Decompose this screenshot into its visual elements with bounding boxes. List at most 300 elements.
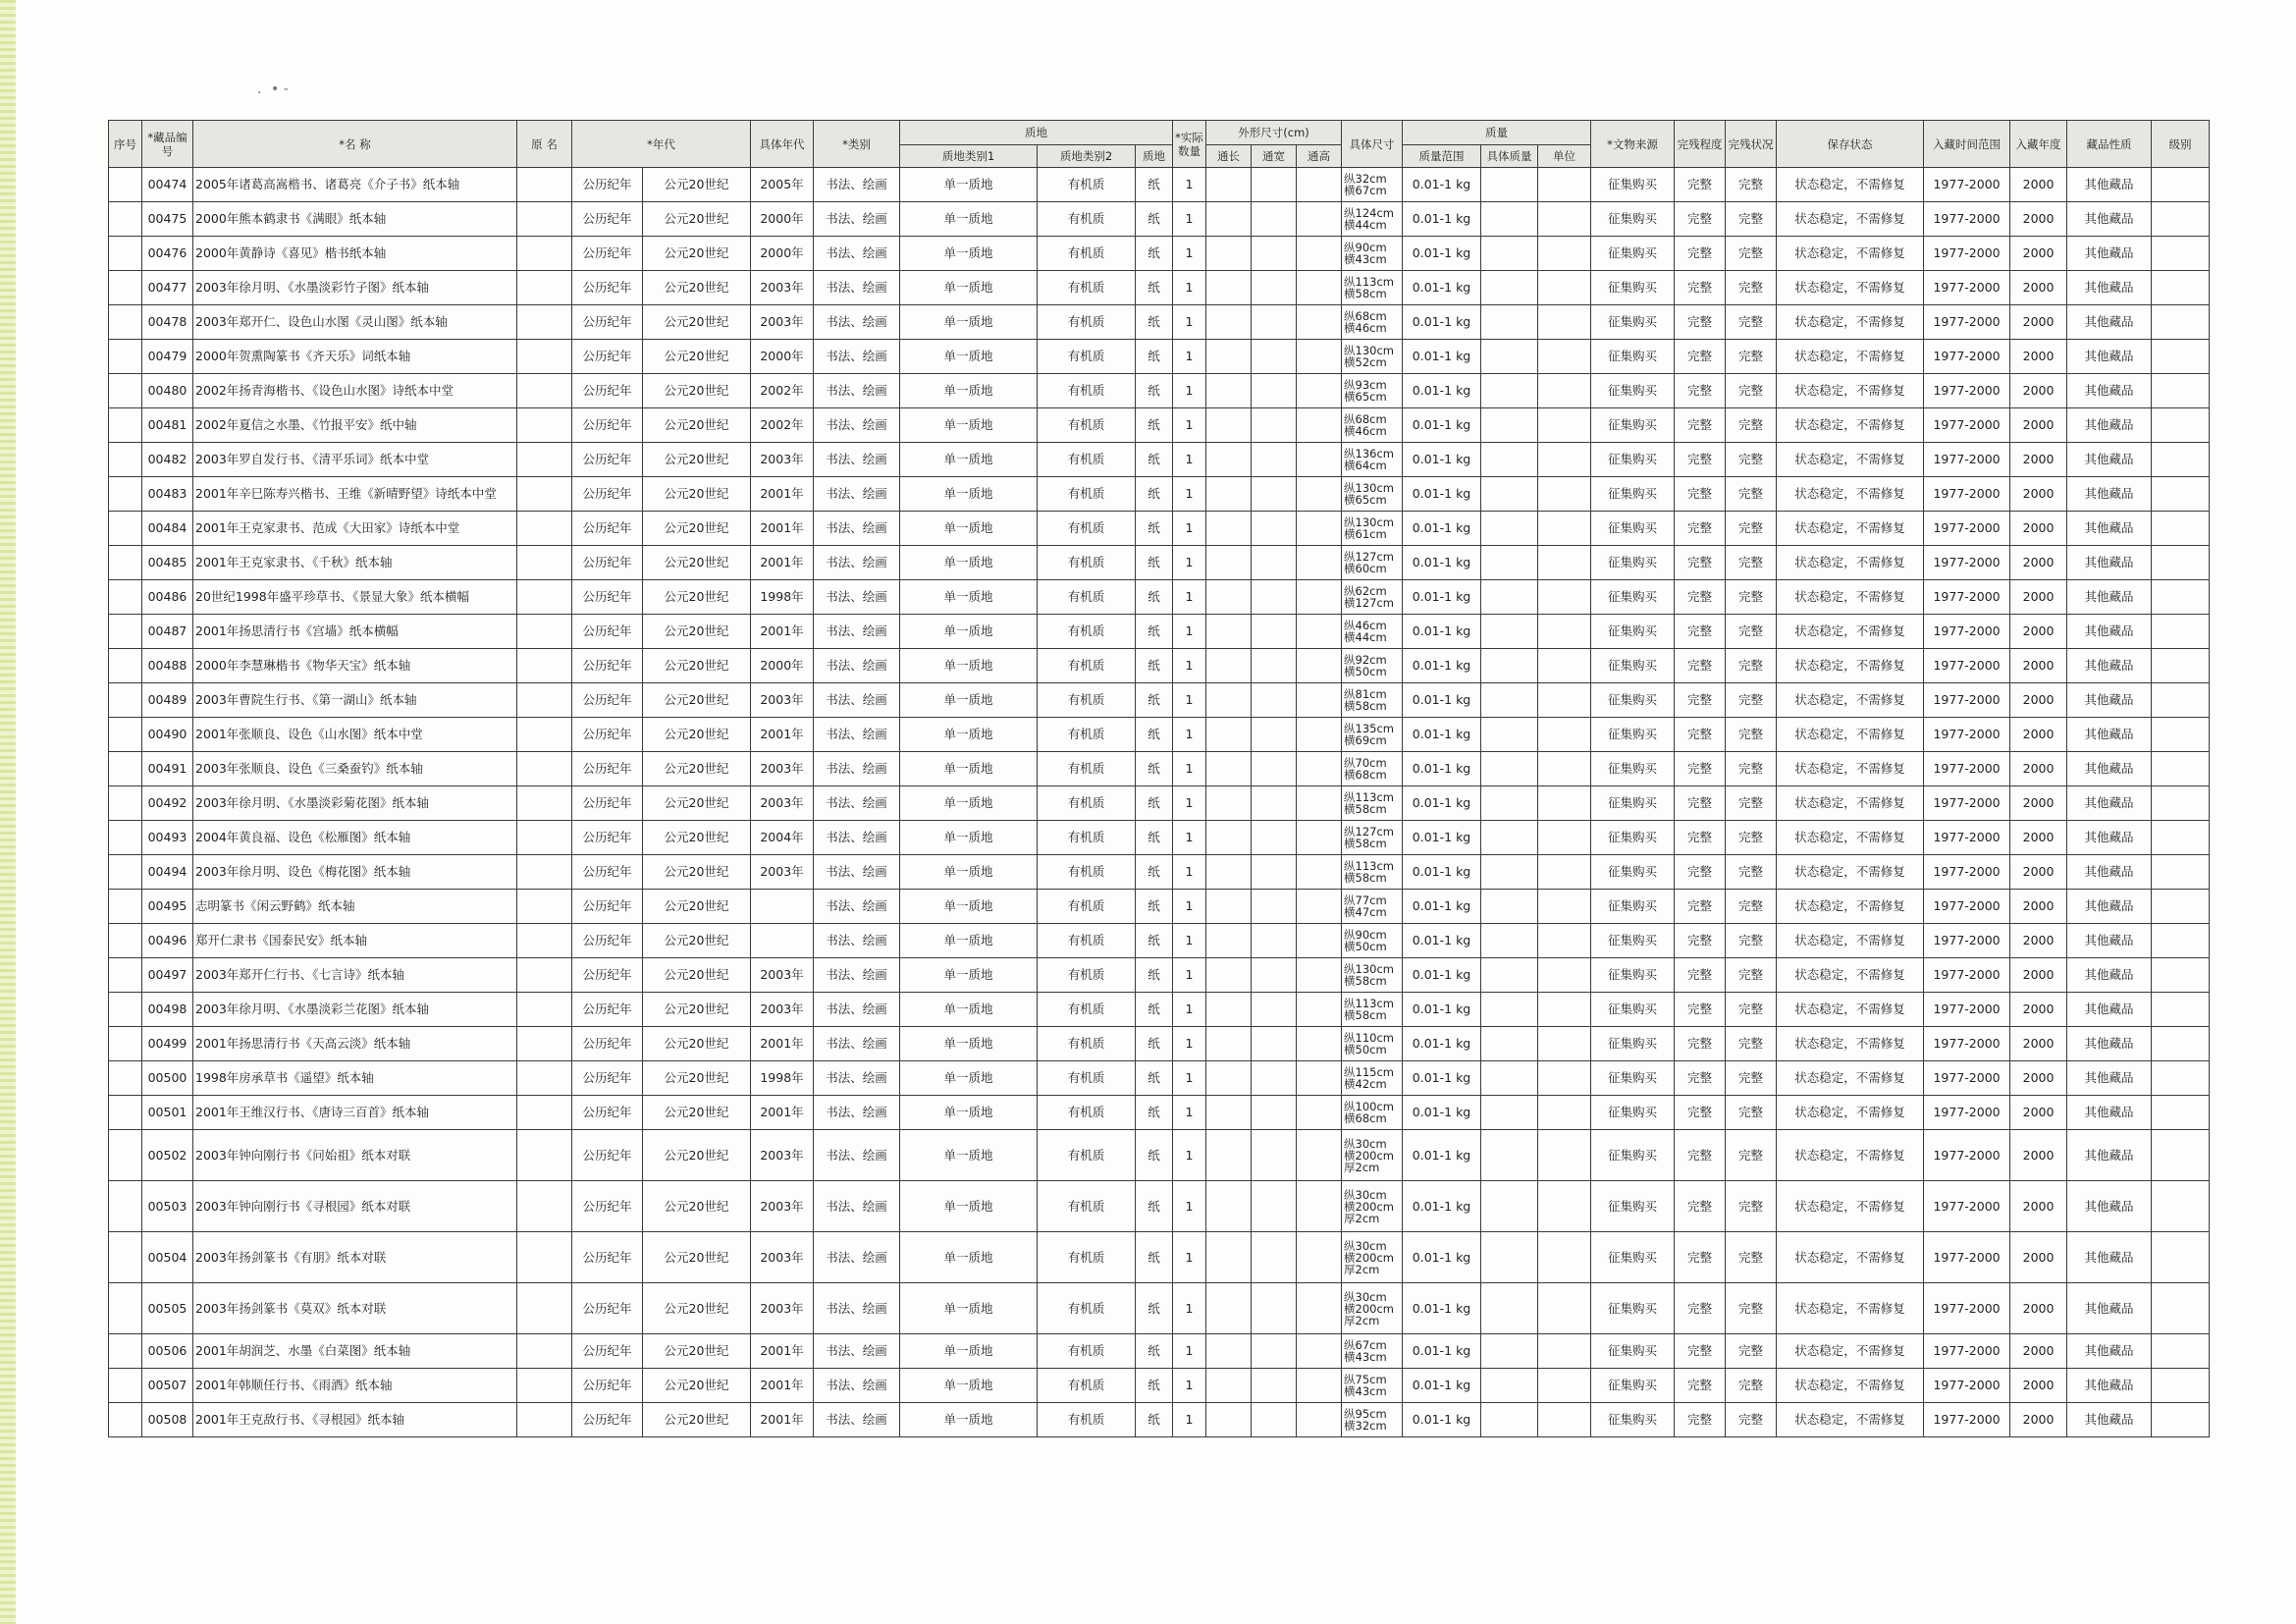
length-cell	[1206, 408, 1252, 443]
dims-line: 横46cm	[1344, 424, 1387, 438]
specific-mass-cell	[1481, 821, 1538, 855]
table-row	[109, 1027, 2210, 1061]
year-cell: 2003年	[751, 305, 814, 340]
completeness-cell: 完整	[1675, 615, 1726, 649]
grade-cell	[2152, 168, 2210, 202]
condition-cell: 完整	[1726, 237, 1777, 271]
specific-mass-cell	[1481, 305, 1538, 340]
acq-range-cell: 1977-2000	[1924, 512, 2010, 546]
code-cell: 00480	[142, 374, 193, 408]
category-cell: 书法、绘画	[814, 1096, 900, 1130]
seq-cell	[109, 408, 142, 443]
material-sub-cell: 纸	[1136, 615, 1173, 649]
seq-cell	[109, 718, 142, 752]
length-cell	[1206, 1181, 1252, 1232]
acq-year-cell: 2000	[2010, 993, 2067, 1027]
qty-cell: 1	[1173, 168, 1206, 202]
century-cell: 公元20世纪	[643, 580, 751, 615]
source-cell: 征集购买	[1591, 305, 1675, 340]
width-cell	[1252, 340, 1297, 374]
preservation-cell: 状态稳定，不需修复	[1777, 1130, 1924, 1181]
condition-cell: 完整	[1726, 1130, 1777, 1181]
code-cell: 00499	[142, 1027, 193, 1061]
category-cell: 书法、绘画	[814, 993, 900, 1027]
era-cell: 公历纪年	[572, 512, 643, 546]
unit-cell	[1538, 1027, 1591, 1061]
qty-cell: 1	[1173, 958, 1206, 993]
height-cell	[1297, 546, 1342, 580]
preservation-cell: 状态稳定，不需修复	[1777, 305, 1924, 340]
table-row	[109, 580, 2210, 615]
table-row	[109, 683, 2210, 718]
height-cell	[1297, 168, 1342, 202]
era-cell: 公历纪年	[572, 1403, 643, 1437]
source-cell: 征集购买	[1591, 786, 1675, 821]
material-cat2-cell: 有机质	[1038, 374, 1136, 408]
qty-cell: 1	[1173, 1061, 1206, 1096]
year-cell: 2001年	[751, 1334, 814, 1369]
material-cat2-cell: 有机质	[1038, 305, 1136, 340]
dims-line: 横67cm	[1344, 184, 1387, 197]
material-cat2-cell: 有机质	[1038, 580, 1136, 615]
dims-cell	[1342, 1369, 1403, 1403]
year-cell: 2003年	[751, 1130, 814, 1181]
length-cell	[1206, 340, 1252, 374]
length-cell	[1206, 890, 1252, 924]
completeness-cell: 完整	[1675, 649, 1726, 683]
table-row	[109, 477, 2210, 512]
specific-mass-cell	[1481, 202, 1538, 237]
year-cell: 2000年	[751, 340, 814, 374]
table-row	[109, 305, 2210, 340]
width-cell	[1252, 1096, 1297, 1130]
era-cell: 公历纪年	[572, 202, 643, 237]
condition-cell: 完整	[1726, 1403, 1777, 1437]
category-cell: 书法、绘画	[814, 752, 900, 786]
preservation-cell: 状态稳定，不需修复	[1777, 546, 1924, 580]
orig-name-cell	[517, 718, 572, 752]
acq-range-cell: 1977-2000	[1924, 546, 2010, 580]
era-cell: 公历纪年	[572, 1283, 643, 1334]
name-cell: 2003年扬剑篆书《有朋》纸本对联	[193, 1232, 517, 1283]
table-row	[109, 512, 2210, 546]
source-cell: 征集购买	[1591, 683, 1675, 718]
height-cell	[1297, 1283, 1342, 1334]
material-cat2-cell: 有机质	[1038, 340, 1136, 374]
category-cell: 书法、绘画	[814, 1334, 900, 1369]
code-cell: 00508	[142, 1403, 193, 1437]
name-cell: 2001年王克敌行书、《寻根园》纸本轴	[193, 1403, 517, 1437]
preservation-cell: 状态稳定，不需修复	[1777, 237, 1924, 271]
dims-line: 厚2cm	[1344, 1160, 1380, 1174]
header-specific-year: 具体年代	[751, 121, 814, 168]
century-cell: 公元20世纪	[643, 1283, 751, 1334]
specific-mass-cell	[1481, 890, 1538, 924]
century-cell: 公元20世纪	[643, 271, 751, 305]
qty-cell: 1	[1173, 786, 1206, 821]
orig-name-cell	[517, 580, 572, 615]
material-cat2-cell: 有机质	[1038, 649, 1136, 683]
dims-line: 横127cm	[1344, 596, 1395, 610]
unit-cell	[1538, 1283, 1591, 1334]
material-cat2-cell: 有机质	[1038, 924, 1136, 958]
acq-year-cell: 2000	[2010, 786, 2067, 821]
year-cell: 2003年	[751, 786, 814, 821]
qty-cell: 1	[1173, 1096, 1206, 1130]
source-cell: 征集购买	[1591, 1369, 1675, 1403]
grade-cell	[2152, 752, 2210, 786]
width-cell	[1252, 890, 1297, 924]
mass-range-cell: 0.01-1 kg	[1403, 958, 1481, 993]
source-cell: 征集购买	[1591, 477, 1675, 512]
mass-range-cell: 0.01-1 kg	[1403, 649, 1481, 683]
acq-year-cell: 2000	[2010, 615, 2067, 649]
material-cat2-cell: 有机质	[1038, 1096, 1136, 1130]
acq-range-cell: 1977-2000	[1924, 1181, 2010, 1232]
table-row	[109, 924, 2210, 958]
orig-name-cell	[517, 1403, 572, 1437]
century-cell: 公元20世纪	[643, 1334, 751, 1369]
length-cell	[1206, 237, 1252, 271]
dims-cell	[1342, 1096, 1403, 1130]
seq-cell	[109, 1130, 142, 1181]
unit-cell	[1538, 512, 1591, 546]
acq-range-cell: 1977-2000	[1924, 855, 2010, 890]
era-cell: 公历纪年	[572, 1061, 643, 1096]
height-cell	[1297, 1130, 1342, 1181]
unit-cell	[1538, 271, 1591, 305]
specific-mass-cell	[1481, 1334, 1538, 1369]
completeness-cell: 完整	[1675, 580, 1726, 615]
qty-cell: 1	[1173, 443, 1206, 477]
mass-range-cell: 0.01-1 kg	[1403, 1061, 1481, 1096]
material-sub-cell: 纸	[1136, 580, 1173, 615]
category-cell: 书法、绘画	[814, 1181, 900, 1232]
dims-line: 横58cm	[1344, 837, 1387, 850]
mass-range-cell: 0.01-1 kg	[1403, 855, 1481, 890]
nature-cell: 其他藏品	[2067, 1181, 2152, 1232]
century-cell: 公元20世纪	[643, 512, 751, 546]
height-cell	[1297, 580, 1342, 615]
grade-cell	[2152, 512, 2210, 546]
dims-line: 横52cm	[1344, 355, 1387, 369]
orig-name-cell	[517, 1283, 572, 1334]
year-cell: 2000年	[751, 237, 814, 271]
material-cat1-cell: 单一质地	[900, 683, 1038, 718]
category-cell: 书法、绘画	[814, 1061, 900, 1096]
unit-cell	[1538, 718, 1591, 752]
material-cat1-cell: 单一质地	[900, 1181, 1038, 1232]
grade-cell	[2152, 718, 2210, 752]
completeness-cell: 完整	[1675, 512, 1726, 546]
qty-cell: 1	[1173, 649, 1206, 683]
length-cell	[1206, 855, 1252, 890]
dims-cell	[1342, 1232, 1403, 1283]
length-cell	[1206, 580, 1252, 615]
height-cell	[1297, 1369, 1342, 1403]
era-cell: 公历纪年	[572, 786, 643, 821]
mass-range-cell: 0.01-1 kg	[1403, 1369, 1481, 1403]
material-sub-cell: 纸	[1136, 1061, 1173, 1096]
acq-year-cell: 2000	[2010, 1232, 2067, 1283]
name-cell: 20世纪1998年盛平珍草书、《景显大象》纸本横幅	[193, 580, 517, 615]
grade-cell	[2152, 924, 2210, 958]
dims-line: 纵130cm	[1344, 481, 1395, 495]
category-cell: 书法、绘画	[814, 890, 900, 924]
height-cell	[1297, 718, 1342, 752]
completeness-cell: 完整	[1675, 718, 1726, 752]
nature-cell: 其他藏品	[2067, 580, 2152, 615]
era-cell: 公历纪年	[572, 718, 643, 752]
grade-cell	[2152, 958, 2210, 993]
source-cell: 征集购买	[1591, 237, 1675, 271]
code-cell: 00488	[142, 649, 193, 683]
seq-cell	[109, 1334, 142, 1369]
nature-cell: 其他藏品	[2067, 1027, 2152, 1061]
specific-mass-cell	[1481, 1130, 1538, 1181]
material-cat1-cell: 单一质地	[900, 1027, 1038, 1061]
grade-cell	[2152, 1061, 2210, 1096]
source-cell: 征集购买	[1591, 340, 1675, 374]
seq-cell	[109, 924, 142, 958]
nature-cell: 其他藏品	[2067, 477, 2152, 512]
century-cell: 公元20世纪	[643, 1061, 751, 1096]
acq-range-cell: 1977-2000	[1924, 1334, 2010, 1369]
material-sub-cell: 纸	[1136, 1283, 1173, 1334]
completeness-cell: 完整	[1675, 1232, 1726, 1283]
era-cell: 公历纪年	[572, 649, 643, 683]
condition-cell: 完整	[1726, 890, 1777, 924]
height-cell	[1297, 855, 1342, 890]
code-cell: 00503	[142, 1181, 193, 1232]
code-cell: 00492	[142, 786, 193, 821]
specific-mass-cell	[1481, 615, 1538, 649]
dims-line: 纵90cm	[1344, 928, 1387, 942]
material-cat2-cell: 有机质	[1038, 890, 1136, 924]
category-cell: 书法、绘画	[814, 958, 900, 993]
length-cell	[1206, 1027, 1252, 1061]
table-row	[109, 615, 2210, 649]
width-cell	[1252, 786, 1297, 821]
preservation-cell: 状态稳定，不需修复	[1777, 958, 1924, 993]
length-cell	[1206, 924, 1252, 958]
unit-cell	[1538, 168, 1591, 202]
specific-mass-cell	[1481, 993, 1538, 1027]
dims-line: 横65cm	[1344, 493, 1387, 507]
seq-cell	[109, 443, 142, 477]
completeness-cell: 完整	[1675, 1369, 1726, 1403]
century-cell: 公元20世纪	[643, 993, 751, 1027]
material-sub-cell: 纸	[1136, 168, 1173, 202]
year-cell	[751, 890, 814, 924]
unit-cell	[1538, 1061, 1591, 1096]
condition-cell: 完整	[1726, 924, 1777, 958]
material-cat1-cell: 单一质地	[900, 580, 1038, 615]
dims-line: 横58cm	[1344, 871, 1387, 885]
dims-cell	[1342, 1283, 1403, 1334]
unit-cell	[1538, 1369, 1591, 1403]
nature-cell: 其他藏品	[2067, 1283, 2152, 1334]
completeness-cell: 完整	[1675, 168, 1726, 202]
material-sub-cell: 纸	[1136, 237, 1173, 271]
acq-range-cell: 1977-2000	[1924, 374, 2010, 408]
material-sub-cell: 纸	[1136, 718, 1173, 752]
unit-cell	[1538, 821, 1591, 855]
specific-mass-cell	[1481, 443, 1538, 477]
header-mass: 质量	[1403, 121, 1591, 145]
table-row	[109, 1096, 2210, 1130]
dims-cell	[1342, 202, 1403, 237]
category-cell: 书法、绘画	[814, 305, 900, 340]
dims-line: 纵127cm	[1344, 550, 1395, 564]
dims-cell	[1342, 958, 1403, 993]
code-cell: 00487	[142, 615, 193, 649]
height-cell	[1297, 374, 1342, 408]
source-cell: 征集购买	[1591, 615, 1675, 649]
height-cell	[1297, 443, 1342, 477]
mass-range-cell: 0.01-1 kg	[1403, 202, 1481, 237]
year-cell: 2003年	[751, 683, 814, 718]
height-cell	[1297, 1334, 1342, 1369]
material-cat1-cell: 单一质地	[900, 546, 1038, 580]
grade-cell	[2152, 855, 2210, 890]
qty-cell: 1	[1173, 1334, 1206, 1369]
material-cat1-cell: 单一质地	[900, 752, 1038, 786]
width-cell	[1252, 374, 1297, 408]
acq-year-cell: 2000	[2010, 1334, 2067, 1369]
mass-range-cell: 0.01-1 kg	[1403, 237, 1481, 271]
width-cell	[1252, 443, 1297, 477]
mass-range-cell: 0.01-1 kg	[1403, 546, 1481, 580]
code-cell: 00484	[142, 512, 193, 546]
length-cell	[1206, 615, 1252, 649]
material-cat2-cell: 有机质	[1038, 752, 1136, 786]
orig-name-cell	[517, 993, 572, 1027]
completeness-cell: 完整	[1675, 752, 1726, 786]
century-cell: 公元20世纪	[643, 1232, 751, 1283]
width-cell	[1252, 477, 1297, 512]
year-cell: 2002年	[751, 374, 814, 408]
category-cell: 书法、绘画	[814, 546, 900, 580]
dims-cell	[1342, 718, 1403, 752]
material-cat2-cell: 有机质	[1038, 1061, 1136, 1096]
century-cell: 公元20世纪	[643, 168, 751, 202]
mass-range-cell: 0.01-1 kg	[1403, 993, 1481, 1027]
length-cell	[1206, 752, 1252, 786]
dims-cell	[1342, 615, 1403, 649]
specific-mass-cell	[1481, 1369, 1538, 1403]
seq-cell	[109, 271, 142, 305]
table-row	[109, 1061, 2210, 1096]
width-cell	[1252, 1403, 1297, 1437]
mass-range-cell: 0.01-1 kg	[1403, 374, 1481, 408]
dims-line: 纵95cm	[1344, 1407, 1387, 1421]
name-cell: 2000年熊本鹤隶书《满眼》纸本轴	[193, 202, 517, 237]
qty-cell: 1	[1173, 305, 1206, 340]
dims-cell	[1342, 271, 1403, 305]
preservation-cell: 状态稳定，不需修复	[1777, 443, 1924, 477]
material-cat2-cell: 有机质	[1038, 546, 1136, 580]
category-cell: 书法、绘画	[814, 1283, 900, 1334]
unit-cell	[1538, 237, 1591, 271]
width-cell	[1252, 408, 1297, 443]
era-cell: 公历纪年	[572, 1027, 643, 1061]
year-cell: 1998年	[751, 1061, 814, 1096]
height-cell	[1297, 237, 1342, 271]
table-row	[109, 1232, 2210, 1283]
acq-year-cell: 2000	[2010, 649, 2067, 683]
condition-cell: 完整	[1726, 855, 1777, 890]
preservation-cell: 状态稳定，不需修复	[1777, 993, 1924, 1027]
era-cell: 公历纪年	[572, 615, 643, 649]
nature-cell: 其他藏品	[2067, 786, 2152, 821]
category-cell: 书法、绘画	[814, 649, 900, 683]
specific-mass-cell	[1481, 340, 1538, 374]
dims-line: 纵30cm	[1344, 1187, 1387, 1202]
unit-cell	[1538, 1096, 1591, 1130]
seq-cell	[109, 305, 142, 340]
condition-cell: 完整	[1726, 512, 1777, 546]
length-cell	[1206, 1369, 1252, 1403]
height-cell	[1297, 202, 1342, 237]
condition-cell: 完整	[1726, 546, 1777, 580]
code-cell: 00482	[142, 443, 193, 477]
completeness-cell: 完整	[1675, 1181, 1726, 1232]
nature-cell: 其他藏品	[2067, 718, 2152, 752]
completeness-cell: 完整	[1675, 443, 1726, 477]
grade-cell	[2152, 443, 2210, 477]
dims-cell	[1342, 580, 1403, 615]
century-cell: 公元20世纪	[643, 924, 751, 958]
material-cat1-cell: 单一质地	[900, 1232, 1038, 1283]
dims-cell	[1342, 890, 1403, 924]
mass-range-cell: 0.01-1 kg	[1403, 477, 1481, 512]
acq-range-cell: 1977-2000	[1924, 305, 2010, 340]
orig-name-cell	[517, 1369, 572, 1403]
dims-line: 横58cm	[1344, 802, 1387, 816]
header-completeness: 完残程度	[1675, 121, 1726, 168]
orig-name-cell	[517, 958, 572, 993]
qty-cell: 1	[1173, 718, 1206, 752]
dims-cell	[1342, 305, 1403, 340]
dims-line: 横42cm	[1344, 1077, 1387, 1091]
code-cell: 00501	[142, 1096, 193, 1130]
era-cell: 公历纪年	[572, 546, 643, 580]
table-row	[109, 237, 2210, 271]
acq-range-cell: 1977-2000	[1924, 993, 2010, 1027]
seq-cell	[109, 1181, 142, 1232]
material-cat2-cell: 有机质	[1038, 855, 1136, 890]
height-cell	[1297, 958, 1342, 993]
header-mass-range: 质量范围	[1403, 145, 1481, 168]
name-cell: 2002年夏信之水墨、《竹报平安》纸中轴	[193, 408, 517, 443]
code-cell: 00493	[142, 821, 193, 855]
mass-range-cell: 0.01-1 kg	[1403, 1334, 1481, 1369]
year-cell: 2001年	[751, 1369, 814, 1403]
code-cell: 00506	[142, 1334, 193, 1369]
dims-cell	[1342, 649, 1403, 683]
preservation-cell: 状态稳定，不需修复	[1777, 1096, 1924, 1130]
dims-cell	[1342, 993, 1403, 1027]
name-cell: 2003年郑开仁行书、《七言诗》纸本轴	[193, 958, 517, 993]
code-cell: 00489	[142, 683, 193, 718]
material-cat2-cell: 有机质	[1038, 615, 1136, 649]
name-cell: 2001年王克家隶书、范成《大田家》诗纸本中堂	[193, 512, 517, 546]
length-cell	[1206, 168, 1252, 202]
condition-cell: 完整	[1726, 1283, 1777, 1334]
era-cell: 公历纪年	[572, 340, 643, 374]
completeness-cell: 完整	[1675, 374, 1726, 408]
